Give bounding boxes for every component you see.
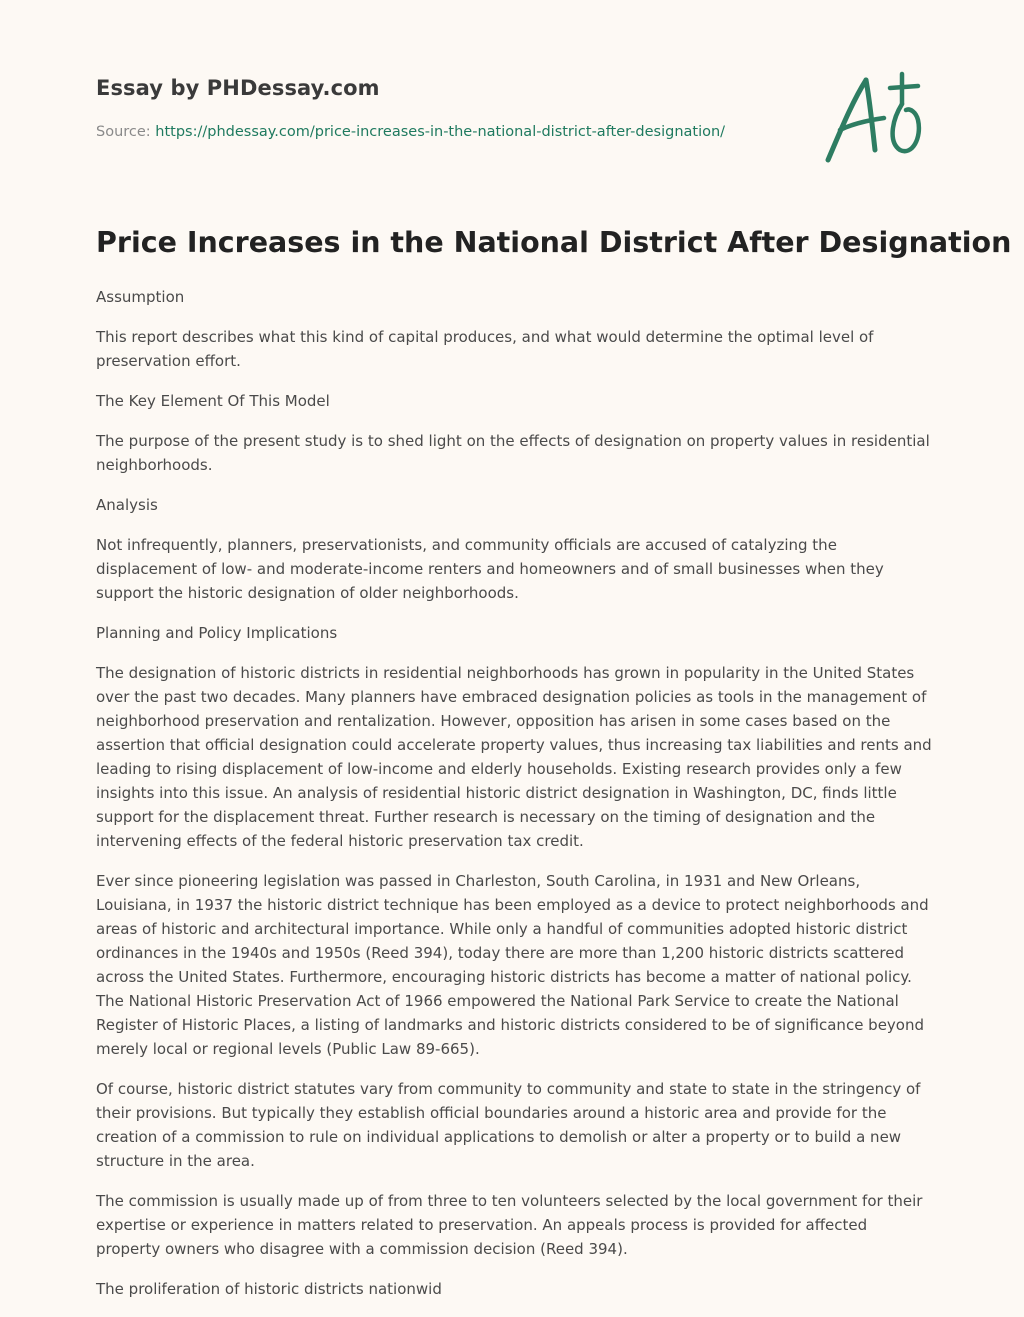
source-label: Source:: [96, 124, 156, 140]
heading-key-element: The Key Element Of This Model: [96, 392, 330, 410]
paragraph: The commission is usually made up of from three to ten volunteers selected by the local government for their expertise or experience in matters related to preservation. An appeals process is provided for affected property owners who disagree with a commission decision (Reed 394).: [96, 1192, 923, 1258]
source-line: [96, 124, 725, 140]
essay-body: [96, 285, 936, 1317]
paragraph: Not infrequently, planners, preservationists, and community officials are accused of catalyzing the displacement of low- and moderate-income renters and homeowners and of small businesses when they support the historic designation of older neighborhoods.: [96, 536, 884, 602]
paragraph: This report describes what this kind of capital produces, and what would determine the optimal level of preservation effort.: [96, 328, 874, 370]
paragraph: Ever since pioneering legislation was passed in Charleston, South Carolina, in 1931 and New Orleans, Louisiana, in 1937 the historic district technique has been employed as a device to protect neighborhoods and areas of historic and architectural importance. While only a handful of communities adopted historic district ordinances in the 1940s and 1950s (Reed 394), today there are more than 1,200 historic districts scattered across the United States. Furthermore, encouraging historic districts has become a matter of national policy. The National Historic Preservation Act of 1966 empowered the National Park Service to create the National Register of Historic Places, a listing of landmarks and historic districts considered to be of significance beyond merely local or regional levels (Public Law 89-665).: [96, 872, 929, 1058]
paragraph: The designation of historic districts in residential neighborhoods has grown in popularity in the United States over the past two decades. Many planners have embraced designation policies as tools in the management of neighborhood preservation and rentalization. However, opposition has arisen in some cases based on the assertion that official designation could accelerate property values, thus increasing tax liabilities and rents and leading to rising displacement of low-income and elderly households. Existing research provides only a few insights into this issue. An analysis of residential historic district designation in Washington, DC, finds little support for the displacement threat. Further research is necessary on the timing of designation and the intervening effects of the federal historic preservation tax credit.: [96, 664, 932, 850]
paragraph-truncated: The proliferation of historic districts nationwid: [96, 1280, 442, 1298]
essay-title: Price Increases in the National District After Designation: [96, 226, 1012, 259]
paragraph: The purpose of the present study is to shed light on the effects of designation on property values in residential neighborhoods.: [96, 432, 930, 474]
paragraph: Of course, historic district statutes vary from community to community and state to state in the stringency of their provisions. But typically they establish official boundaries around a historic area and provide for the creation of a commission to rule on individual applications to demolish or alter a property or to build a new structure in the area.: [96, 1080, 921, 1170]
heading-analysis: Analysis: [96, 496, 158, 514]
source-link[interactable]: https://phdessay.com/price-increases-in-the-national-district-after-designation/: [155, 124, 726, 140]
heading-planning-policy: Planning and Policy Implications: [96, 624, 338, 642]
heading-assumption: Assumption: [96, 288, 185, 306]
a-plus-logo-icon: [818, 66, 930, 166]
site-title: Essay by PHDessay.com: [96, 76, 380, 100]
